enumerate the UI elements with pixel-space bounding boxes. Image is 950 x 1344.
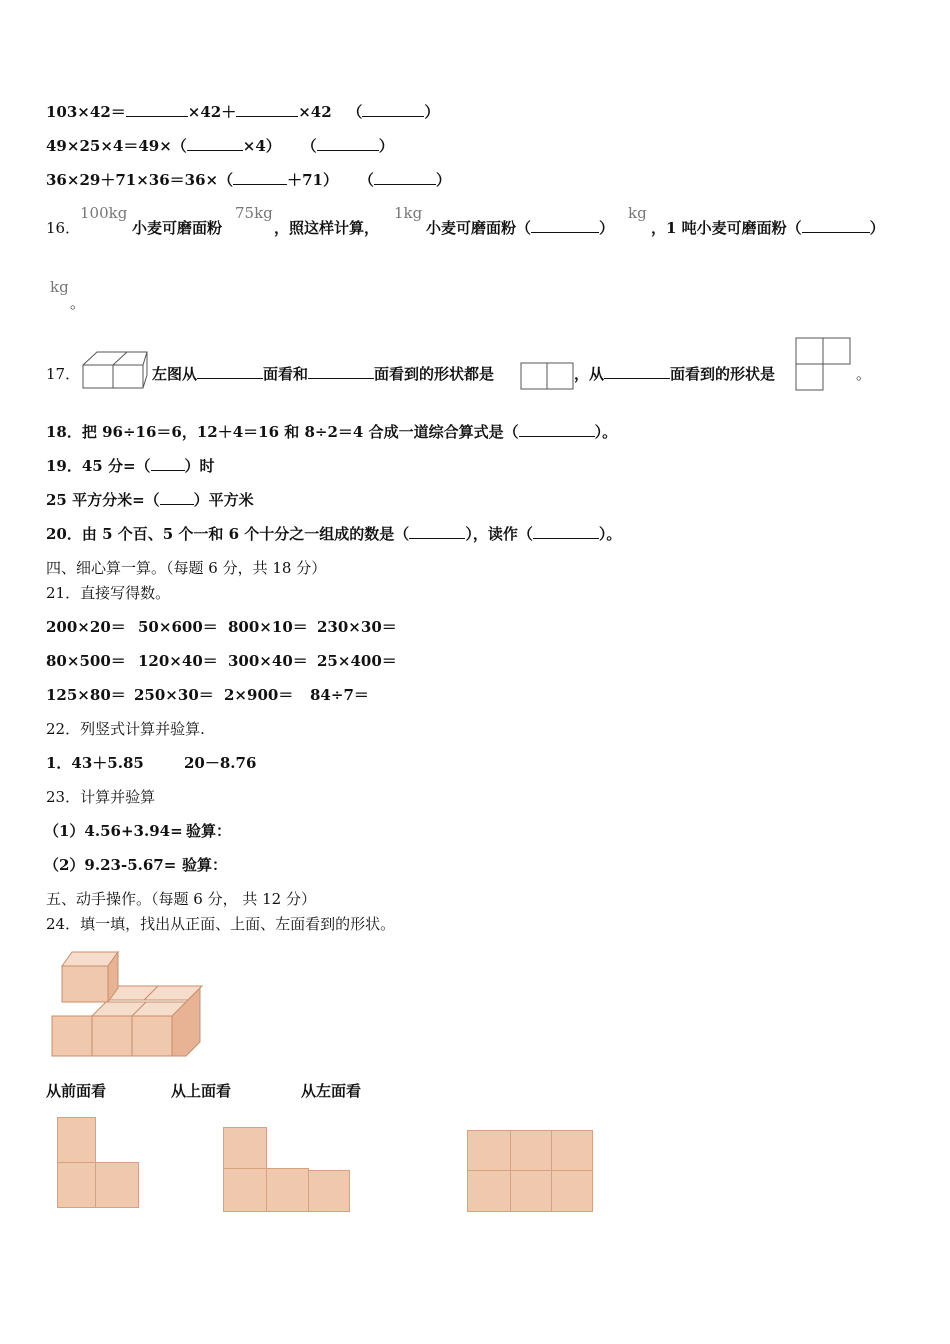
cube-pair-figure	[82, 350, 150, 390]
blank[interactable]	[604, 364, 670, 379]
q23-title: 23．计算并验算	[46, 788, 156, 806]
answer-blank[interactable]	[151, 456, 185, 471]
q21-row-3: 125×80＝ 250×30＝ 2×900＝ 84÷7＝	[46, 686, 369, 704]
q21-row-2: 80×500＝ 120×40＝ 300×40＝ 25×400＝	[46, 652, 397, 670]
l-shape-squares	[794, 337, 852, 391]
q17-text-2: ，从 面看到的形状是	[574, 365, 776, 383]
q24-title: 24．填一填，找出从正面、上面、左面看到的形状。	[46, 915, 396, 933]
q15-line-3: 36×29＋71×36＝36×（ ＋71） （ ）	[46, 171, 451, 189]
q23-line-2: （2）9.23-5.67= 验算：	[44, 856, 228, 874]
q19-line-1: 19．45 分=（ ）时	[46, 457, 215, 475]
label-top-view: 从上面看	[171, 1082, 232, 1100]
two-squares-shape	[520, 362, 574, 390]
q22-title: 22．列竖式计算并验算.	[46, 720, 205, 738]
q15-line-1: 103×42＝ ×42＋ ×42 （ ）	[46, 103, 440, 121]
blank[interactable]	[197, 364, 263, 379]
q23-line-1: （1）4.56+3.94= 验算：	[44, 822, 232, 840]
label-front-view: 从前面看	[46, 1082, 107, 1100]
answer-blank[interactable]	[409, 524, 465, 539]
answer-blank[interactable]	[374, 170, 436, 185]
q16-number: 16．	[46, 219, 81, 237]
answer-blank[interactable]	[160, 490, 194, 505]
cube-stack-figure	[50, 948, 205, 1060]
answer-blank[interactable]	[531, 218, 599, 233]
q15-line-2: 49×25×4＝49×（ ×4） （ ）	[46, 137, 394, 155]
q22-items: 1．43＋5.85 20－8.76	[46, 754, 257, 772]
q21-title: 21．直接写得数。	[46, 584, 171, 602]
q19-line-2: 25 平方分米=（ ）平方米	[46, 491, 254, 509]
q21-row-1: 200×20＝ 50×600＝ 800×10＝ 230×30＝	[46, 618, 397, 636]
section-4-heading: 四、细心算一算。（每题 6 分，共 18 分）	[46, 559, 327, 577]
answer-blank[interactable]	[519, 422, 595, 437]
q16-text-1: 小麦可磨面粉	[132, 219, 223, 237]
q16-unit-100kg: 100kg	[80, 204, 128, 222]
q24-labels	[46, 1081, 361, 1101]
blank[interactable]	[187, 136, 243, 151]
q18: 18．把 96÷16＝6，12＋4＝16 和 8÷2＝4 合成一道综合算式是（ ）。	[46, 423, 618, 441]
q16-unit-kg-2: kg	[50, 278, 69, 296]
q17-number: 17．	[46, 365, 81, 383]
q16-unit-kg: kg	[628, 204, 647, 222]
blank[interactable]	[236, 102, 298, 117]
blank[interactable]	[233, 170, 287, 185]
blank[interactable]	[308, 364, 374, 379]
q17-end: 。	[856, 365, 872, 383]
q17-text: 左图从 面看和 面看到的形状都是	[152, 365, 495, 383]
q16-text-3: 小麦可磨面粉（ ）	[426, 219, 615, 237]
q16-text-4: ，1 吨小麦可磨面粉（ ）	[651, 219, 885, 237]
q16-unit-75kg: 75kg	[235, 204, 273, 222]
section-5-heading: 五、动手操作。（每题 6 分， 共 12 分）	[46, 890, 316, 908]
answer-blank[interactable]	[317, 136, 379, 151]
answer-blank[interactable]	[362, 102, 424, 117]
blank[interactable]	[126, 102, 188, 117]
q16-text-2: ，照这样计算，	[274, 219, 380, 237]
answer-blank[interactable]	[533, 524, 599, 539]
answer-blank[interactable]	[802, 218, 870, 233]
label-left-view: 从左面看	[301, 1082, 362, 1100]
q16-unit-1kg: 1kg	[394, 204, 423, 222]
q16-end: 。	[70, 294, 86, 312]
q20: 20．由 5 个百、5 个一和 6 个十分之一组成的数是（ ），读作（ ）。	[46, 525, 622, 543]
